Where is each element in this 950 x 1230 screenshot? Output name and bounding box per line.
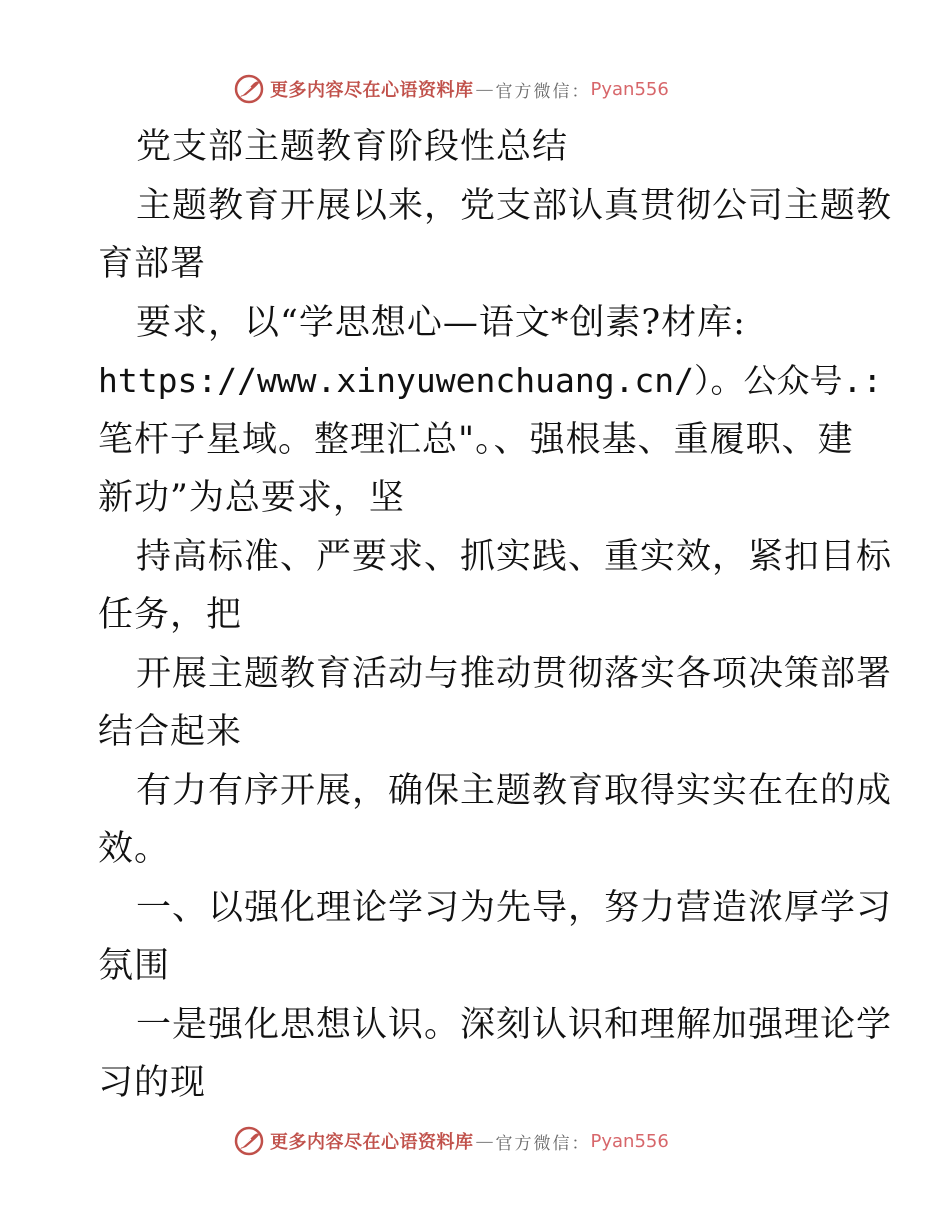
paragraph-line: 育部署 (98, 244, 207, 284)
watermark-dash: — (475, 78, 494, 100)
feather-quill-logo-icon (234, 1126, 264, 1156)
watermark-brand-text: 更多内容尽在心语资料库 (270, 80, 474, 101)
section-heading-continued: 氛围 (98, 946, 171, 986)
paragraph-line-url: https://www.xinyuwenchuang.cn/）。公众号.: (98, 361, 883, 400)
paragraph-line: 新功”为总要求，坚 (98, 478, 405, 518)
paragraph-line: 结合起来 (98, 712, 243, 752)
paragraph-line: 习的现 (98, 1063, 207, 1103)
watermark-brand-text: 更多内容尽在心语资料库 (270, 1132, 474, 1153)
footer-watermark (234, 1124, 669, 1158)
document-title: 党支部主题教育阶段性总结 (136, 127, 569, 167)
watermark-dash: — (475, 1130, 494, 1152)
watermark-account: Pyan556 (590, 1130, 669, 1152)
document-body (98, 118, 893, 1113)
paragraph-line: 效。 (98, 829, 171, 869)
paragraph-line: 一是强化思想认识。深刻认识和理解加强理论学 (136, 1004, 893, 1045)
paragraph-line: 开展主题教育活动与推动贯彻落实各项决策部署 (136, 653, 893, 694)
section-heading: 一、以强化理论学习为先导，努力营造浓厚学习 (136, 887, 893, 928)
watermark-account: Pyan556 (590, 78, 669, 100)
watermark-wechat-label: 官方微信： (495, 81, 591, 102)
watermark-wechat-label: 官方微信： (495, 1133, 591, 1154)
paragraph-line: 有力有序开展，确保主题教育取得实实在在的成 (136, 770, 893, 811)
paragraph-line: 持高标准、严要求、抓实践、重实效，紧扣目标 (136, 536, 893, 577)
paragraph-line: 笔杆子星域。整理汇总"。、强根基、重履职、建 (98, 419, 854, 460)
paragraph-line: 任务，把 (98, 595, 243, 635)
paragraph-line: 要求，以“学思想心—语文*创素?材库: (136, 302, 746, 343)
paragraph-line: 主题教育开展以来，党支部认真贯彻公司主题教 (136, 185, 893, 226)
header-watermark (234, 72, 669, 106)
feather-quill-logo-icon (234, 74, 264, 104)
